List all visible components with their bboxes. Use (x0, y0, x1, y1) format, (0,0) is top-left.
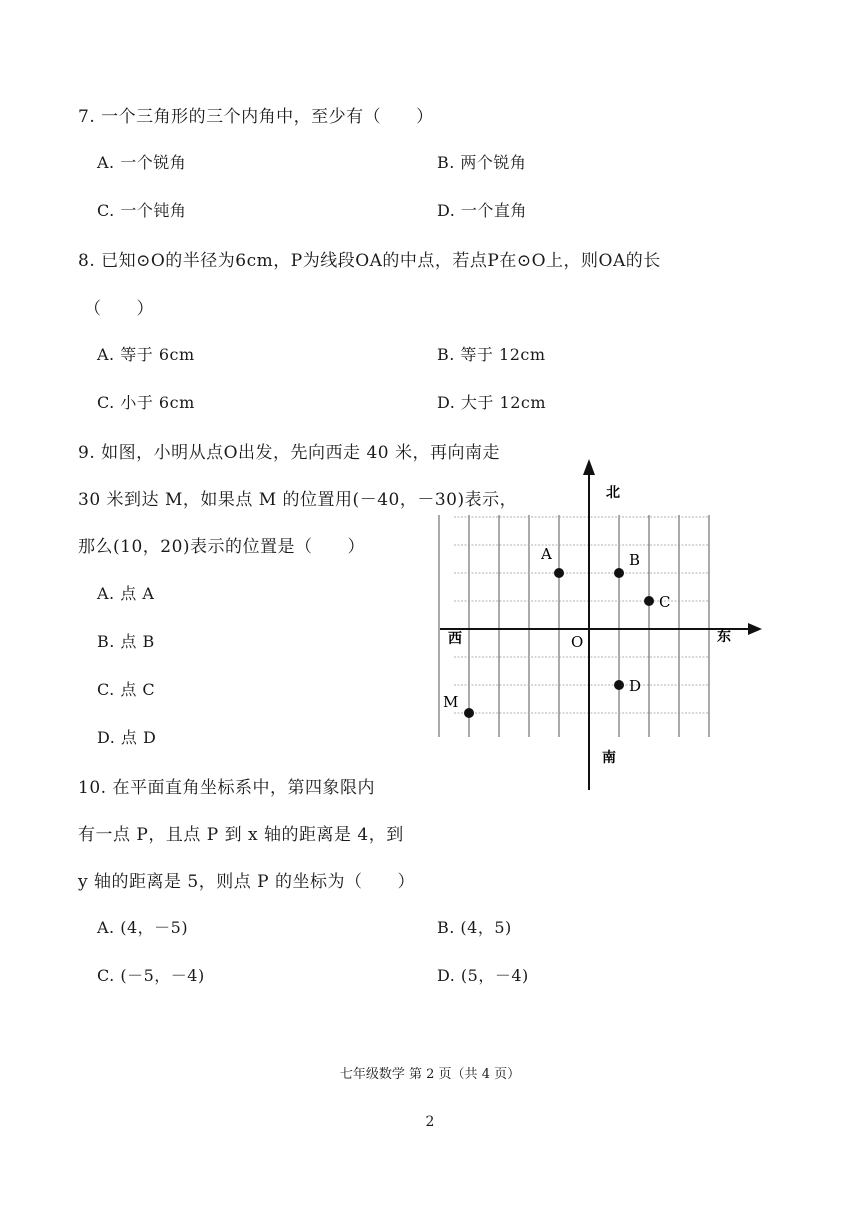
q8-option-b: B. 等于 12cm (437, 345, 546, 364)
grid-lines (439, 515, 709, 737)
point-b-dot (614, 568, 624, 578)
question-10-line-2: 有一点 P，且点 P 到 x 轴的距离是 4，到 (78, 825, 404, 845)
north-arrowhead (583, 459, 595, 475)
point-a-dot (554, 568, 564, 578)
question-10-line-1: 10. 在平面直角坐标系中，第四象限内 (78, 778, 375, 798)
east-label: 东 (717, 629, 731, 645)
north-label: 北 (606, 485, 620, 501)
question-8-paren: （ ） (84, 299, 154, 319)
q10-option-b: B. (4，5) (437, 918, 512, 937)
origin-label: O (571, 633, 584, 651)
question-10-line-3: y 轴的距离是 5，则点 P 的坐标为（ ） (78, 872, 415, 892)
q10-option-a: A. (4，－5) (97, 918, 189, 937)
point-m-label: M (443, 693, 459, 711)
point-d-label: D (629, 677, 642, 695)
question-7-stem: 7. 一个三角形的三个内角中，至少有（ ） (78, 107, 434, 127)
page-number: 2 (425, 1114, 435, 1130)
q8-option-a: A. 等于 6cm (97, 345, 195, 364)
q8-option-c: C. 小于 6cm (97, 393, 195, 412)
question-9-line-3: 那么(10，20)表示的位置是（ ） (78, 537, 366, 557)
question-9-line-1: 9. 如图，小明从点O出发，先向西走 40 米，再向南走 (78, 443, 500, 463)
point-d-dot (614, 680, 624, 690)
point-c-label: C (659, 593, 671, 611)
question-8-stem: 8. 已知⊙O的半径为6cm，P为线段OA的中点，若点P在⊙O上，则OA的长 (78, 251, 661, 271)
q7-option-b: B. 两个锐角 (437, 153, 527, 172)
point-m-dot (464, 708, 474, 718)
q8-option-d: D. 大于 12cm (437, 393, 547, 412)
q7-option-d: D. 一个直角 (437, 201, 527, 220)
q7-option-c: C. 一个钝角 (97, 201, 187, 220)
east-arrowhead (748, 623, 762, 635)
q10-option-d: D. (5，－4) (437, 966, 529, 985)
q9-option-b: B. 点 B (97, 632, 155, 651)
q9-option-a: A. 点 A (97, 584, 155, 603)
q10-option-c: C. (－5，－4) (97, 966, 205, 985)
q9-option-c: C. 点 C (97, 680, 156, 699)
point-c-dot (644, 596, 654, 606)
direction-grid-figure (430, 455, 770, 795)
west-label: 西 (448, 631, 462, 647)
question-9-line-2: 30 米到达 M，如果点 M 的位置用(－40，－30)表示， (78, 490, 518, 510)
figure-points (443, 545, 670, 718)
south-label: 南 (602, 750, 616, 766)
q7-option-a: A. 一个锐角 (97, 153, 187, 172)
page-footer-caption: 七年级数学 第 2 页（共 4 页） (339, 1067, 521, 1082)
q9-option-d: D. 点 D (97, 728, 157, 747)
point-b-label: B (629, 551, 641, 569)
point-a-label: A (541, 545, 552, 563)
